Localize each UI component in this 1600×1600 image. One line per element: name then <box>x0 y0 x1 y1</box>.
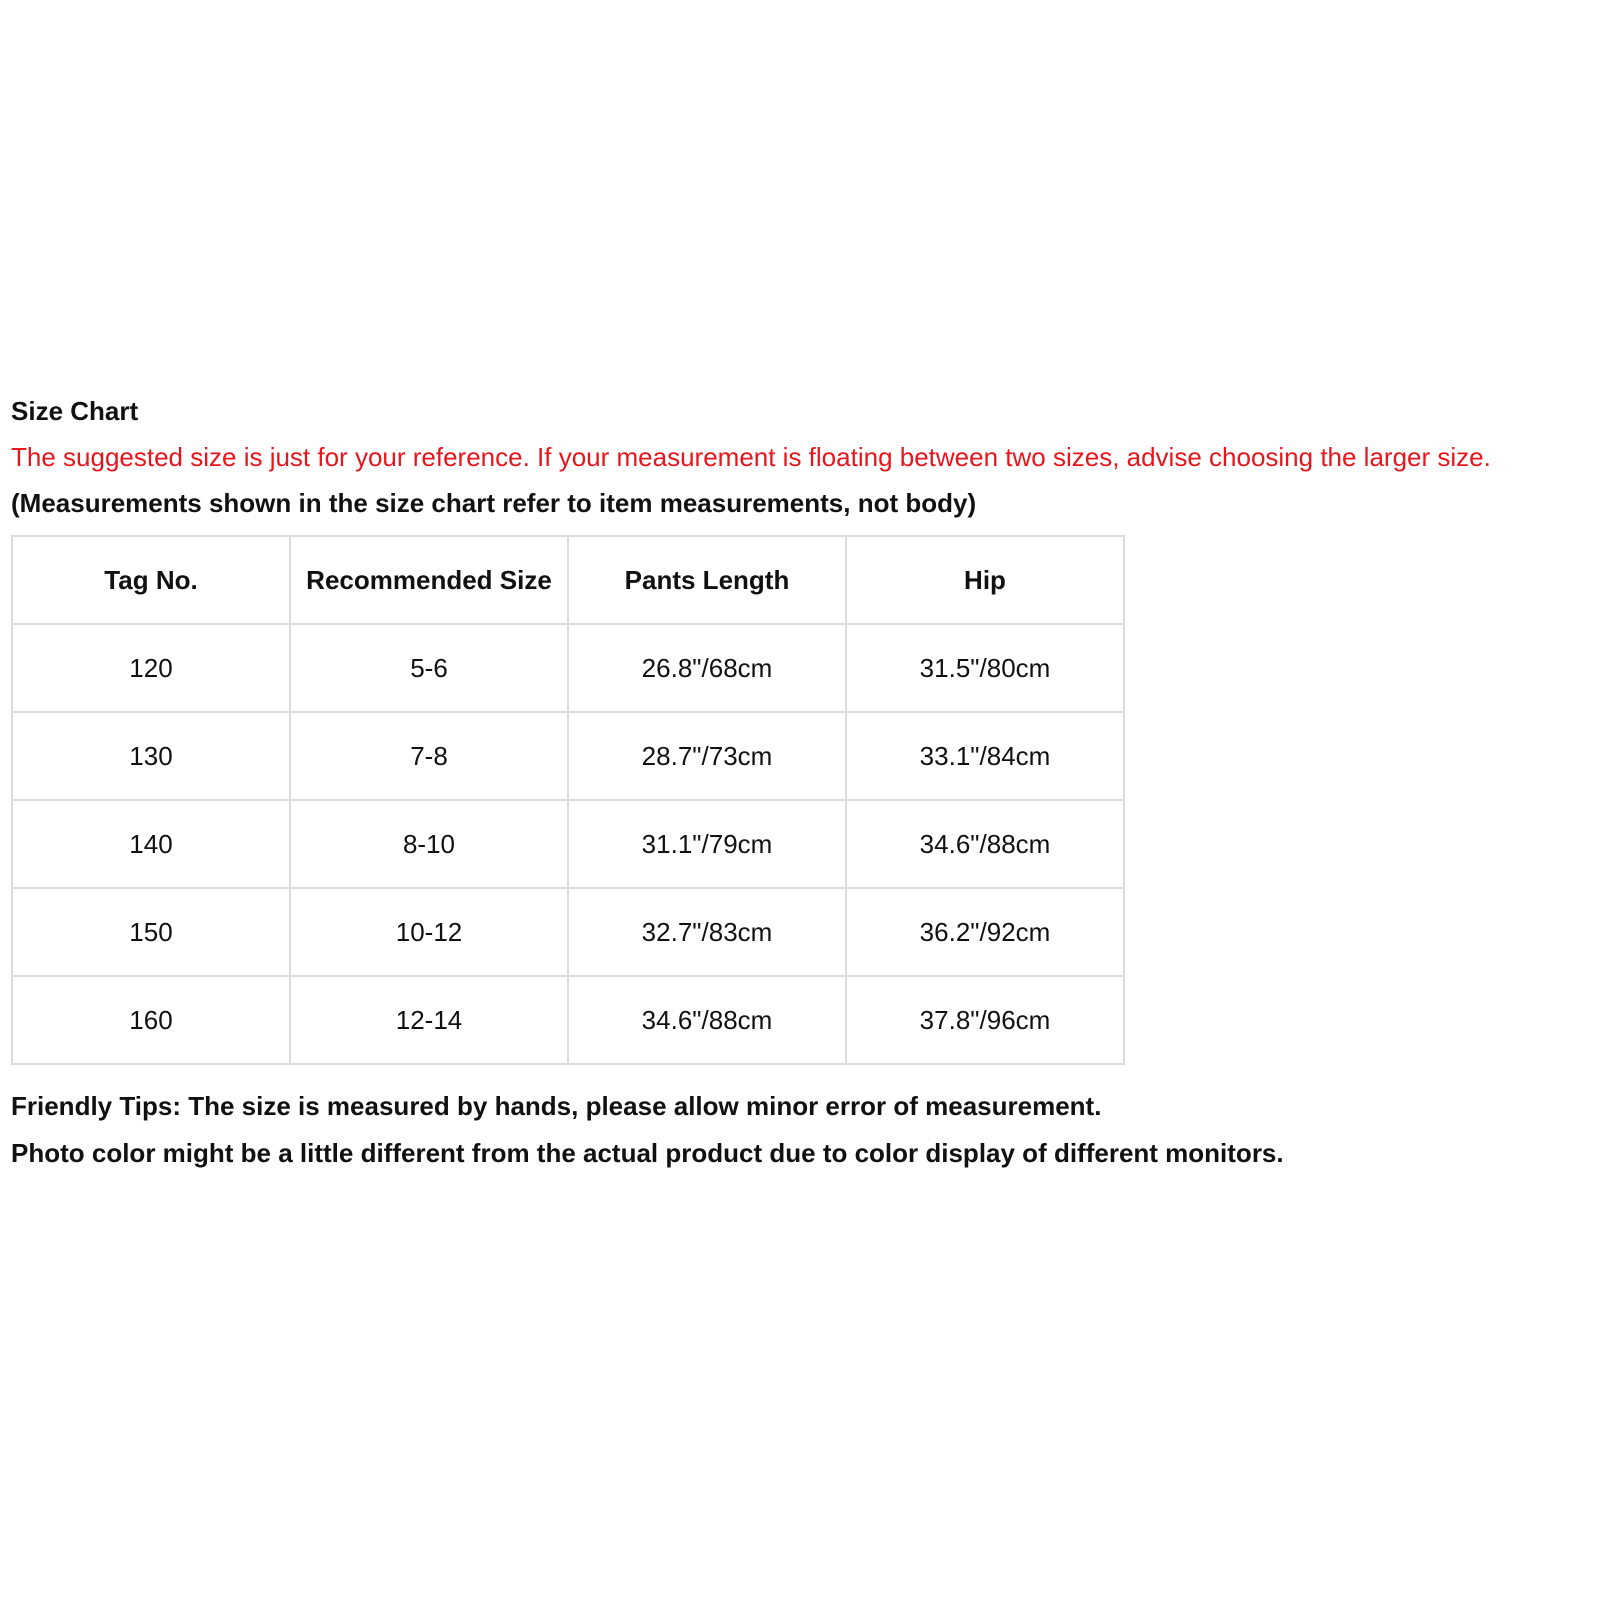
cell-pants-length: 32.7"/83cm <box>568 888 846 976</box>
photo-color-note: Photo color might be a little different from the actual product due to color display of different monitors. <box>11 1138 1284 1168</box>
friendly-tips: Friendly Tips: The size is measured by hands, please allow minor error of measurement. <box>11 1091 1102 1121</box>
cell-tag-no: 140 <box>12 800 290 888</box>
header-pants-length: Pants Length <box>568 536 846 624</box>
cell-hip: 37.8"/96cm <box>846 976 1124 1064</box>
measurement-note: (Measurements shown in the size chart refer to item measurements, not body) <box>11 488 977 518</box>
size-table <box>11 535 1125 1065</box>
cell-tag-no: 150 <box>12 888 290 976</box>
cell-pants-length: 31.1"/79cm <box>568 800 846 888</box>
cell-hip: 36.2"/92cm <box>846 888 1124 976</box>
table-header-row <box>12 536 1124 624</box>
table-row <box>12 624 1124 712</box>
header-tag-no: Tag No. <box>12 536 290 624</box>
cell-recommended-size: 10-12 <box>290 888 568 976</box>
cell-pants-length: 26.8"/68cm <box>568 624 846 712</box>
header-hip: Hip <box>846 536 1124 624</box>
cell-hip: 31.5"/80cm <box>846 624 1124 712</box>
cell-hip: 33.1"/84cm <box>846 712 1124 800</box>
cell-pants-length: 34.6"/88cm <box>568 976 846 1064</box>
cell-recommended-size: 12-14 <box>290 976 568 1064</box>
table-row <box>12 712 1124 800</box>
table-row <box>12 976 1124 1064</box>
header-recommended-size: Recommended Size <box>290 536 568 624</box>
cell-tag-no: 130 <box>12 712 290 800</box>
table-row <box>12 800 1124 888</box>
cell-recommended-size: 7-8 <box>290 712 568 800</box>
cell-recommended-size: 8-10 <box>290 800 568 888</box>
table-row <box>12 888 1124 976</box>
cell-tag-no: 120 <box>12 624 290 712</box>
size-chart-section <box>11 394 1591 1170</box>
size-chart-title: Size Chart <box>11 396 139 426</box>
cell-tag-no: 160 <box>12 976 290 1064</box>
cell-hip: 34.6"/88cm <box>846 800 1124 888</box>
cell-pants-length: 28.7"/73cm <box>568 712 846 800</box>
cell-recommended-size: 5-6 <box>290 624 568 712</box>
size-reference-notice: The suggested size is just for your reference. If your measurement is floating between two sizes, advise choosing the larger size. <box>11 442 1491 472</box>
